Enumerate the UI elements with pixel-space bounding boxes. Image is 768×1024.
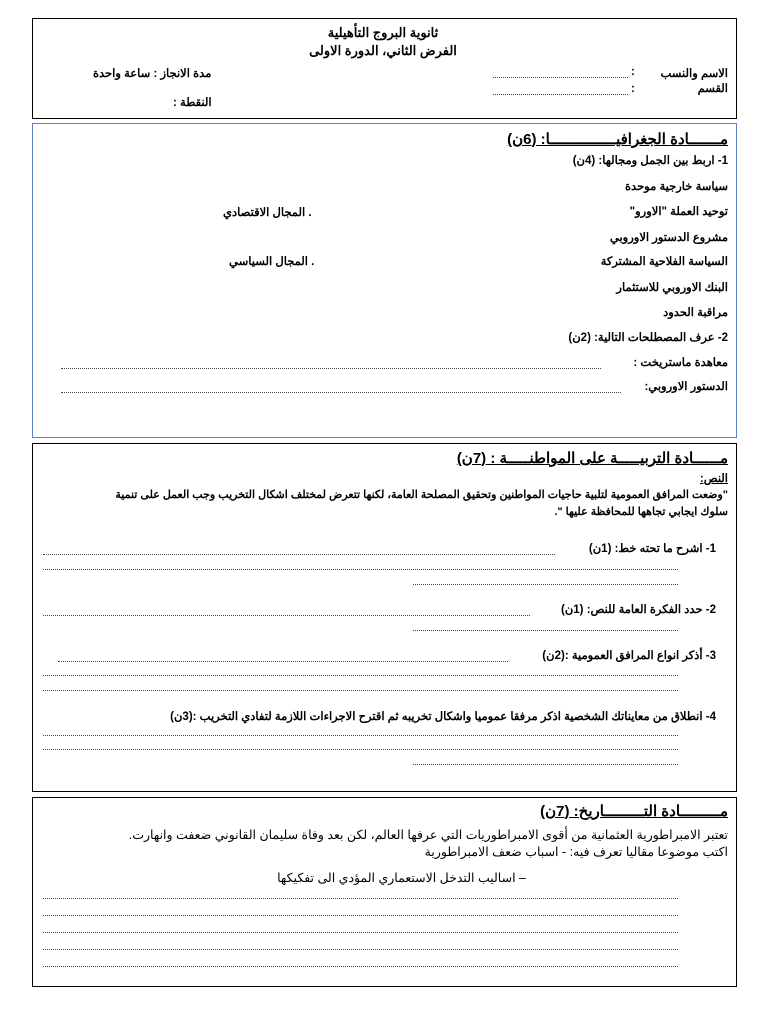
geography-q1: 1- اربط بين الجمل ومجالها: (4ن) [572,155,728,167]
answer-line-q2b[interactable] [413,630,678,631]
civics-q4: 4- انطلاق من معايناتك الشخصية اذكر مرفقا عموميا واشكال تخريبه ثم اقترح الاجراءات اللازمة لتفادي التخريب :(3ن) [170,711,716,723]
answer-line-q3b[interactable] [43,675,678,676]
geo-item-3: مشروع الدستور الاوروبي [609,232,728,244]
name-label: الاسم والنسب [660,68,728,80]
geography-title: مـــــــادة الجغرافيـــــــــــــــا: (6ن) [507,131,728,148]
answer-line-q4a[interactable] [43,735,678,736]
geography-section [32,123,737,438]
class-colon: : [631,83,635,95]
civics-q1: 1- اشرح ما تحته خط: (1ن) [588,543,716,555]
text-label: النص: [699,473,728,485]
geography-q2: 2- عرف المصطلحات التالية: (2ن) [568,332,728,344]
term-constitution: الدستور الاوروبي: [644,381,728,393]
history-line-1: تعتبر الامبراطورية العثمانية من أقوى الامبراطوريات التي عرفها العالم، لكن بعد وفاة سليمان القانوني ضعفت وانهارت. [128,828,728,842]
answer-line-q2a[interactable] [43,615,530,616]
essay-line-1[interactable] [43,898,678,899]
term-maastricht: معاهدة ماستريخت : [633,357,728,369]
text-line-1: "وضعت المرافق العمومية لتلبية حاجيات المواطنين وتحقيق المصلحة العامة، لكنها تتعرض لمختلف اشكال التخريب وجب العمل على تنمية [115,489,728,501]
history-title: مـــــــــادة التـــــــــاريخ: (7ن) [540,803,728,820]
name-field[interactable] [493,77,628,78]
answer-line-q1b[interactable] [43,569,678,570]
history-line-2: اكتب موضوعا مقاليا تعرف فيه: - اسباب ضعف الامبراطورية [424,845,728,859]
answer-line-constitution[interactable] [61,392,621,393]
class-field[interactable] [493,94,628,95]
answer-line-q4c[interactable] [413,764,678,765]
answer-line-q1a[interactable] [43,554,555,555]
civics-title: مــــــادة التربيـــــة على المواطنـــــة : (7ن) [456,450,728,467]
civics-q3: 3- أذكر انواع المرافق العمومية :(2ن) [542,650,716,662]
essay-line-5[interactable] [43,966,678,967]
exam-title: الفرض الثاني، الدورة الاولى [309,43,457,58]
domain-economic: . المجال الاقتصادي [223,207,312,219]
essay-line-2[interactable] [43,915,678,916]
header-box [32,18,737,119]
duration-text: مدة الانجاز : ساعة واحدة [93,68,212,80]
civics-q2: 2- حدد الفكرة العامة للنص: (1ن) [560,604,716,616]
history-section [32,797,737,987]
answer-line-q3c[interactable] [43,690,678,691]
name-colon: : [631,66,635,78]
class-label: القسم [697,83,728,95]
text-line-2: سلوك ايجابي تجاهها للمحافظة عليها ". [554,506,728,518]
answer-line-q4b[interactable] [43,749,678,750]
school-name: ثانوية البروج التأهيلية [327,25,439,40]
answer-line-maastricht[interactable] [61,368,601,369]
essay-line-4[interactable] [43,949,678,950]
geo-item-4: السياسة الفلاحية المشتركة [600,256,728,268]
answer-line-q3a[interactable] [58,661,508,662]
geo-item-2: توحيد العملة "الاورو" [629,206,728,218]
history-line-3: – اساليب التدخل الاستعماري المؤدي الى تفكيكها [277,871,526,885]
geo-item-5: البنك الاوروبي للاستثمار [616,282,728,294]
domain-political: . المجال السياسي [229,256,315,268]
geo-item-6: مراقبة الحدود [663,307,728,319]
answer-line-q1c[interactable] [413,584,678,585]
geo-item-1: سياسة خارجية موحدة [625,181,728,193]
essay-line-3[interactable] [43,932,678,933]
grade-label: النقطة : [173,97,212,109]
civics-section [32,443,737,792]
